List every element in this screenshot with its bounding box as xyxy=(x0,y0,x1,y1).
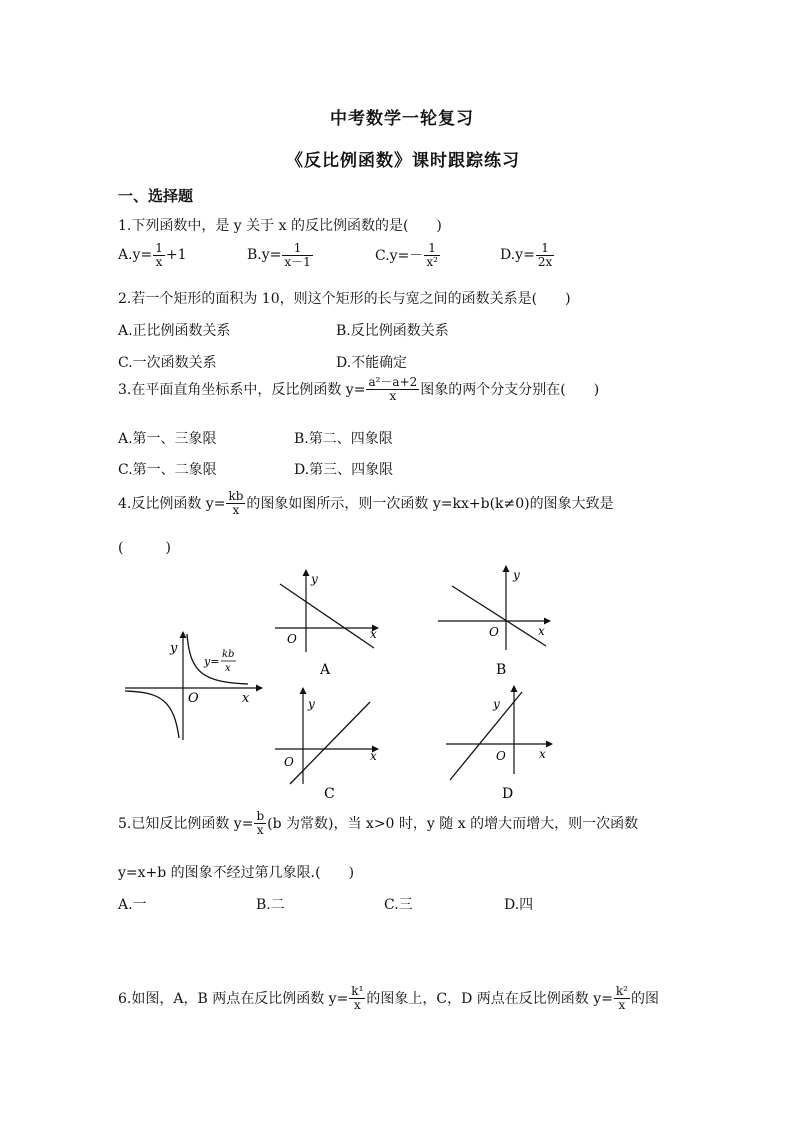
question-5-option-b: B.二 xyxy=(256,897,285,913)
fraction-denominator: x² xyxy=(426,254,438,269)
option-prefix: A.y= xyxy=(118,247,153,264)
fraction-denominator: x xyxy=(155,254,163,269)
stem-middle: 的图象上，C，D 两点在反比例函数 y= xyxy=(366,991,613,1008)
option-prefix: B.y= xyxy=(247,247,282,264)
option-b-graph xyxy=(438,566,550,678)
question-4-answer-paren: ( ) xyxy=(118,540,171,556)
question-5-option-d: D.四 xyxy=(504,897,534,913)
section-heading: 一、选择题 xyxy=(118,187,194,205)
question-1-option-b xyxy=(247,242,314,268)
question-2-option-c: C.一次函数关系 xyxy=(118,355,217,371)
question-2-option-b: B.反比例函数关系 xyxy=(336,323,449,339)
stem-prefix: 5.已知反比例函数 y= xyxy=(118,816,254,833)
equation-denominator: x xyxy=(225,663,231,674)
main-origin-label: O xyxy=(188,691,199,706)
equation-prefix: y= xyxy=(204,655,220,668)
fraction xyxy=(366,376,419,402)
question-2-option-a: A.正比例函数关系 xyxy=(118,323,231,339)
fraction-denominator: x xyxy=(232,502,240,517)
fraction-denominator: x xyxy=(256,822,264,837)
question-3-option-a: A.第一、三象限 xyxy=(118,431,217,447)
question-2-stem: 2.若一个矩形的面积为 10，则这个矩形的长与宽之间的函数关系是( ) xyxy=(118,291,571,307)
fraction-numerator: 1 xyxy=(282,242,312,256)
line-graph xyxy=(450,692,522,780)
equation-numerator: kb xyxy=(222,649,235,660)
option-label: C xyxy=(324,786,335,802)
fraction xyxy=(536,242,554,268)
option-prefix: D.y= xyxy=(500,247,535,264)
line-graph xyxy=(452,586,546,646)
option-c-graph xyxy=(275,688,378,802)
question-3-option-c: C.第一、二象限 xyxy=(118,462,217,478)
question-5-option-c: C.三 xyxy=(384,897,413,913)
stem-prefix: 6.如图，A，B 两点在反比例函数 y= xyxy=(118,991,349,1008)
question-5-stem xyxy=(118,810,638,836)
axis-origin-label: O xyxy=(496,749,506,763)
fraction-numerator: 1 xyxy=(424,242,440,256)
axis-y-label: y xyxy=(493,697,500,711)
axis-y-label: y xyxy=(513,568,520,582)
fraction-numerator: k¹ xyxy=(351,984,364,998)
fraction xyxy=(254,810,266,836)
fraction-numerator: 1 xyxy=(155,241,163,255)
page-title: 中考数学一轮复习 xyxy=(330,109,474,129)
axis-x-label: x xyxy=(539,747,546,761)
stem-suffix: (b 为常数)，当 x>0 时，y 随 x 的增大而增大，则一次函数 xyxy=(267,816,639,833)
question-3-option-b: B.第二、四象限 xyxy=(294,431,393,447)
fraction-numerator: a²－a+2 xyxy=(368,375,418,389)
question-2-option-d: D.不能确定 xyxy=(336,355,408,371)
question-3-option-d: D.第三、四象限 xyxy=(294,462,394,478)
axis-x-label: x xyxy=(370,749,377,763)
fraction-numerator: 1 xyxy=(536,242,554,256)
fraction xyxy=(282,242,312,268)
fraction-denominator: x xyxy=(353,997,361,1012)
question-1-option-c xyxy=(375,242,441,268)
hyperbola-branch-third-quadrant xyxy=(125,691,179,738)
option-label: B xyxy=(496,662,507,678)
axis-origin-label: O xyxy=(489,625,499,639)
axis-x-label: x xyxy=(538,624,545,638)
option-label: D xyxy=(502,786,514,802)
axis-y-label: y xyxy=(308,697,315,711)
question-4-figure xyxy=(120,562,570,807)
axis-x-label: x xyxy=(370,627,377,641)
option-suffix: +1 xyxy=(165,247,187,264)
main-hyperbola-graph xyxy=(125,632,262,740)
stem-prefix: 4.反比例函数 y= xyxy=(118,496,226,513)
fraction xyxy=(153,242,165,268)
page-subtitle: 《反比例函数》课时跟踪练习 xyxy=(286,151,520,171)
question-1-option-a xyxy=(118,242,186,268)
option-prefix: C.y=－ xyxy=(375,248,424,265)
fraction xyxy=(349,985,365,1011)
line-graph xyxy=(290,702,370,784)
question-1-stem: 1.下列函数中，是 y 关于 x 的反比例函数的是( ) xyxy=(118,218,442,234)
question-3-stem xyxy=(118,376,599,402)
fraction xyxy=(424,242,440,268)
axis-origin-label: O xyxy=(284,755,294,769)
fraction xyxy=(226,490,245,516)
stem-suffix: 图象的两个分支分别在( ) xyxy=(420,382,600,399)
option-label: A xyxy=(320,662,331,678)
fraction-denominator: x xyxy=(389,388,397,403)
question-5-line-2: y=x+b 的图象不经过第几象限.( ) xyxy=(118,865,355,881)
fraction-numerator: k² xyxy=(615,984,628,998)
fraction-numerator: b xyxy=(256,809,265,823)
main-x-label: x xyxy=(242,691,250,706)
main-y-label: y xyxy=(170,641,178,656)
stem-prefix: 3.在平面直角坐标系中，反比例函数 y= xyxy=(118,382,366,399)
stem-suffix: 的图象如图所示，则一次函数 y=kx+b(k≠0)的图象大致是 xyxy=(246,496,614,513)
question-1-option-d xyxy=(500,242,555,268)
question-4-stem xyxy=(118,490,614,516)
option-d-graph xyxy=(446,686,552,802)
fraction-denominator: x－1 xyxy=(284,254,311,269)
option-a-graph xyxy=(275,570,378,678)
fraction-denominator: x xyxy=(618,997,626,1012)
axis-origin-label: O xyxy=(287,632,297,646)
question-6-stem xyxy=(118,985,659,1011)
fraction-denominator: 2x xyxy=(537,254,553,269)
question-5-option-a: A.一 xyxy=(118,897,147,913)
axis-y-label: y xyxy=(311,572,318,586)
fraction-numerator: kb xyxy=(228,489,244,503)
stem-suffix: 的图 xyxy=(630,991,659,1008)
fraction xyxy=(614,985,630,1011)
